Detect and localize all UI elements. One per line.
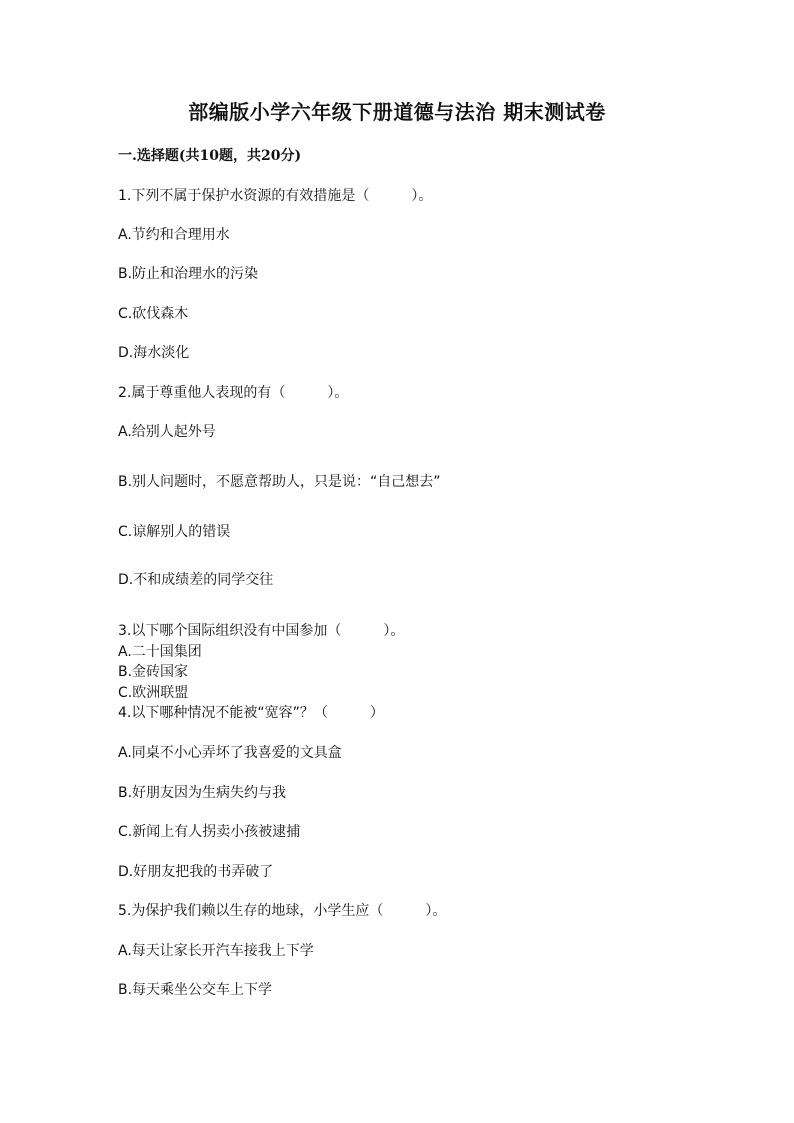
page-title: 部编版小学六年级下册道德与法治 期末测试卷 <box>188 100 606 124</box>
question-stem: 3.以下哪个国际组织没有中国参加（ ）。 <box>118 623 405 639</box>
question-stem: 2.属于尊重他人表现的有（ ）。 <box>118 385 349 401</box>
answer-option: D.海水淡化 <box>118 345 190 361</box>
answer-option: A.二十国集团 <box>118 644 202 660</box>
answer-option: A.给别人起外号 <box>118 424 216 440</box>
answer-option: C.谅解别人的错误 <box>118 524 231 540</box>
answer-option: A.节约和合理用水 <box>118 227 230 243</box>
answer-option: A.同桌不小心弄坏了我喜爱的文具盒 <box>118 745 342 761</box>
answer-option: A.每天让家长开汽车接我上下学 <box>118 943 314 959</box>
section-heading: 一.选择题(共10题，共20分) <box>118 148 302 164</box>
answer-option: B.每天乘坐公交车上下学 <box>118 982 273 998</box>
answer-option: D.好朋友把我的书弄破了 <box>118 864 274 880</box>
question-stem: 5.为保护我们赖以生存的地球，小学生应（ ）。 <box>118 903 447 919</box>
answer-option: C.砍伐森木 <box>118 306 189 322</box>
answer-option: C.新闻上有人拐卖小孩被逮捕 <box>118 824 301 840</box>
answer-option: D.不和成绩差的同学交往 <box>118 572 274 588</box>
answer-option: B.好朋友因为生病失约与我 <box>118 785 287 801</box>
answer-option: B.防止和治理水的污染 <box>118 266 259 282</box>
answer-option: B.金砖国家 <box>118 664 189 680</box>
question-stem: 4.以下哪种情况不能被“宽容”？（ ） <box>118 705 384 721</box>
answer-option: C.欧洲联盟 <box>118 685 189 701</box>
answer-option: B.别人问题时，不愿意帮助人，只是说：“自己想去” <box>118 474 441 490</box>
question-stem: 1.下列不属于保护水资源的有效措施是（ ）。 <box>118 188 433 204</box>
